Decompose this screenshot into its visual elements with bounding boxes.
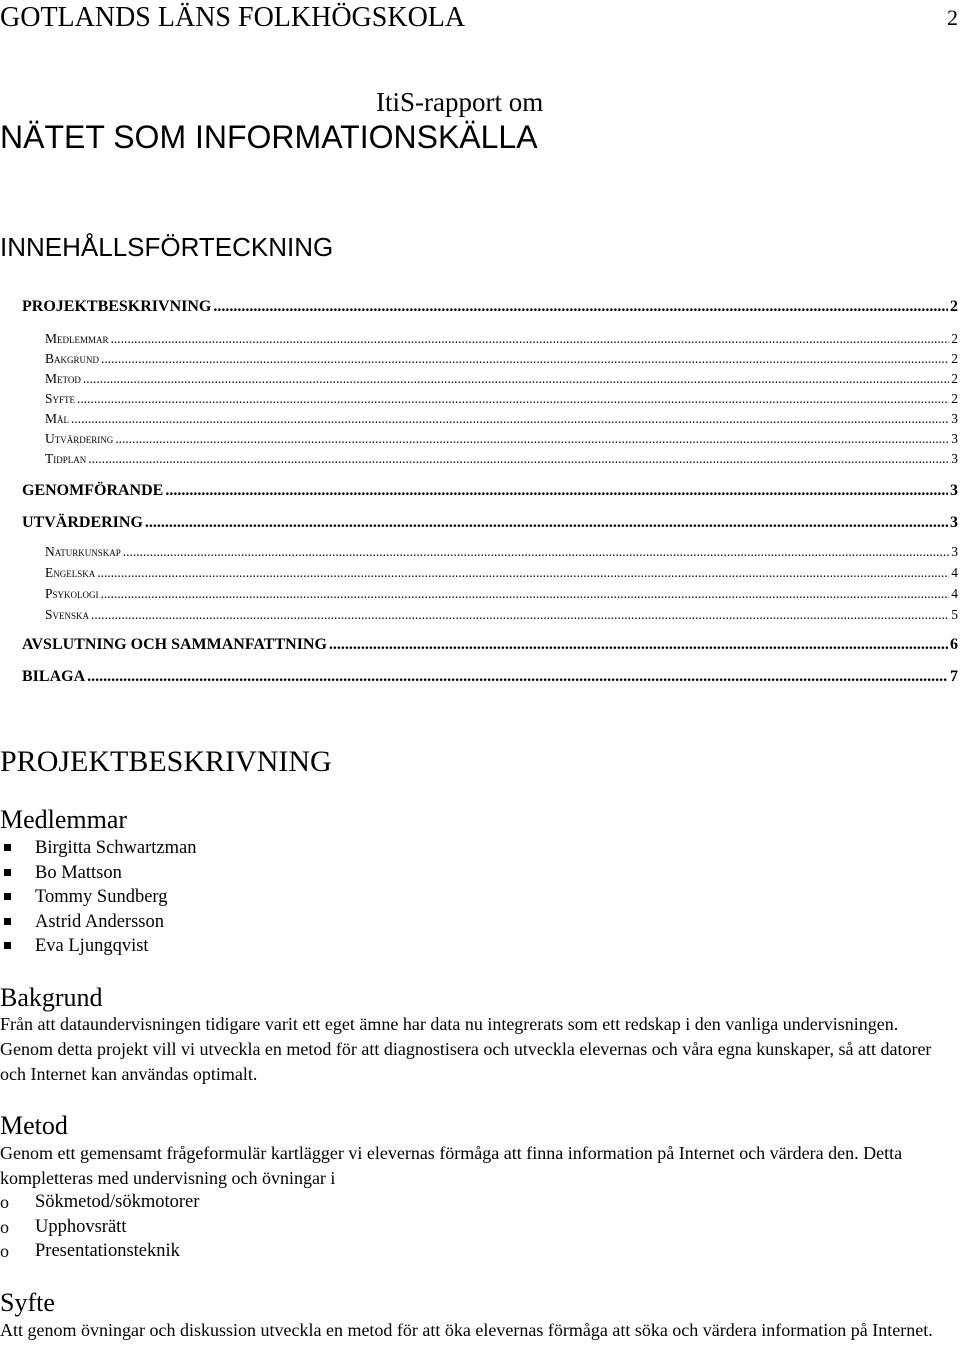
- bakgrund-text: Från att dataundervisningen tidigare varit ett eget ämne har data nu integrerats som ett redskap i den vanliga undervisningen. Genom detta projekt vill vi utveckla en metod för att diagnostisera och utveckla elevernas och våra egna kunskaper, så att datorer och Internet kan användas optimalt.: [0, 1014, 932, 1084]
- toc-entry[interactable]: [0, 369, 958, 389]
- toc-entry-label: UTVÄRDERING: [22, 514, 143, 531]
- toc-entry-label: Syfte: [45, 391, 76, 406]
- toc-entry-label: BILAGA: [22, 668, 86, 685]
- toc-entry-page: 3: [950, 514, 958, 531]
- toc-entry-page: 6: [950, 636, 958, 653]
- toc-entry-label: Engelska: [45, 565, 96, 580]
- toc-leader: [87, 666, 948, 688]
- toc-leader: [91, 605, 949, 625]
- toc-entry[interactable]: [0, 296, 958, 318]
- circle-bullet-icon: o: [0, 1192, 9, 1212]
- member-name: Tommy Sundberg: [35, 887, 168, 907]
- toc-entry-page: 2: [951, 351, 958, 366]
- toc-entry[interactable]: [0, 429, 958, 449]
- toc-heading: INNEHÅLLSFÖRTECKNING: [0, 232, 334, 262]
- square-bullet-icon: [4, 869, 11, 876]
- list-item: [0, 1239, 199, 1264]
- toc-entry[interactable]: [0, 389, 958, 409]
- list-item: [0, 836, 197, 861]
- toc-entry[interactable]: [0, 329, 958, 349]
- metod-item: Sökmetod/sökmotorer: [35, 1192, 200, 1212]
- toc-entry-page: 3: [951, 411, 958, 426]
- toc-entry-page: 5: [951, 607, 958, 622]
- metod-text: Genom ett gemensamt frågeformulär kartlägger vi elevernas förmåga att finna information på Internet och värdera den. Detta kompletteras med undervisning och övningar i: [0, 1143, 903, 1188]
- toc-entry-page: 7: [950, 668, 958, 685]
- toc-leader: [88, 449, 949, 469]
- toc-leader: [97, 563, 949, 583]
- toc-entry-label: GENOMFÖRANDE: [22, 482, 164, 499]
- list-item: [0, 910, 197, 935]
- toc-entry[interactable]: [0, 409, 958, 429]
- circle-bullet-icon: o: [0, 1216, 9, 1237]
- toc-entry[interactable]: [0, 512, 958, 534]
- medlemmar-heading: Medlemmar: [0, 805, 128, 834]
- toc-entry-page: 3: [951, 431, 958, 446]
- list-item: [0, 861, 197, 886]
- syfte-text: Att genom övningar och diskussion utveckla en metod för att öka elevernas förmåga att söka och värdera information på Internet.: [0, 1320, 933, 1340]
- square-bullet-icon: [4, 844, 11, 851]
- toc-entry-label: PROJEKTBESKRIVNING: [22, 298, 212, 315]
- metod-list: [0, 1190, 199, 1264]
- toc-leader: [111, 329, 950, 349]
- list-item: [0, 934, 197, 959]
- toc-leader: [101, 349, 949, 369]
- toc-entry-label: Tidplan: [45, 451, 87, 466]
- toc-entry[interactable]: [0, 634, 958, 656]
- toc-entry-page: 2: [951, 331, 958, 346]
- page-number: 2: [947, 5, 958, 30]
- toc-entry[interactable]: [0, 605, 958, 625]
- toc-leader: [83, 369, 949, 389]
- toc-entry[interactable]: [0, 542, 958, 562]
- toc-entry[interactable]: [0, 666, 958, 688]
- square-bullet-icon: [4, 918, 11, 925]
- section-title: PROJEKTBESKRIVNING: [0, 745, 332, 778]
- toc-entry-label: Psykologi: [45, 586, 99, 601]
- school-name: GOTLANDS LÄNS FOLKHÖGSKOLA: [0, 2, 466, 33]
- toc-entry-label: Metod: [45, 371, 81, 386]
- bakgrund-heading: Bakgrund: [0, 983, 103, 1012]
- toc-entry-label: Mål: [45, 411, 70, 426]
- toc-entry-label: Medlemmar: [45, 331, 109, 346]
- square-bullet-icon: [4, 893, 11, 900]
- toc-entry-page: 3: [951, 451, 958, 466]
- member-name: Bo Mattson: [35, 862, 122, 883]
- toc-leader: [329, 634, 948, 656]
- member-list: [0, 836, 197, 959]
- square-bullet-icon: [4, 942, 11, 949]
- list-item: [0, 1215, 199, 1240]
- toc-entry-page: 2: [950, 298, 958, 315]
- member-name: Birgitta Schwartzman: [35, 838, 197, 858]
- toc-entry-page: 2: [951, 391, 958, 406]
- circle-bullet-icon: o: [0, 1241, 9, 1261]
- syfte-heading: Syfte: [0, 1288, 55, 1317]
- toc-entry[interactable]: [0, 349, 958, 369]
- toc-entry[interactable]: [0, 584, 958, 604]
- toc-leader: [165, 480, 948, 502]
- member-name: Astrid Andersson: [35, 911, 164, 932]
- toc-entry-page: 3: [950, 482, 958, 499]
- list-item: [0, 1190, 199, 1215]
- toc-entry-page: 3: [951, 544, 958, 559]
- toc-leader: [101, 584, 950, 604]
- toc-entry-label: AVSLUTNING OCH SAMMANFATTNING: [22, 636, 327, 653]
- metod-heading: Metod: [0, 1111, 68, 1140]
- member-name: Eva Ljungqvist: [35, 936, 149, 956]
- toc-leader: [213, 296, 948, 318]
- toc-entry-label: Utvärdering: [45, 431, 114, 446]
- toc-leader: [123, 542, 949, 562]
- toc-leader: [71, 409, 949, 429]
- metod-item: Upphovsrätt: [35, 1216, 127, 1237]
- report-subtitle: ItiS-rapport om: [376, 87, 544, 117]
- toc-entry[interactable]: [0, 563, 958, 583]
- toc-leader: [77, 389, 949, 409]
- toc-leader: [115, 429, 949, 449]
- toc-entry[interactable]: [0, 480, 958, 502]
- toc-entry-label: Bakgrund: [45, 351, 100, 366]
- metod-item: Presentationsteknik: [35, 1241, 180, 1261]
- toc-entry-page: 4: [951, 586, 958, 601]
- toc-entry-label: Naturkunskap: [45, 544, 121, 559]
- toc-entry[interactable]: [0, 449, 958, 469]
- report-title: NÄTET SOM INFORMATIONSKÄLLA: [0, 119, 538, 155]
- list-item: [0, 885, 197, 910]
- toc-entry-label: Svenska: [45, 607, 90, 622]
- toc-leader: [145, 512, 948, 534]
- toc-entry-page: 4: [951, 565, 958, 580]
- toc-entry-page: 2: [951, 371, 958, 386]
